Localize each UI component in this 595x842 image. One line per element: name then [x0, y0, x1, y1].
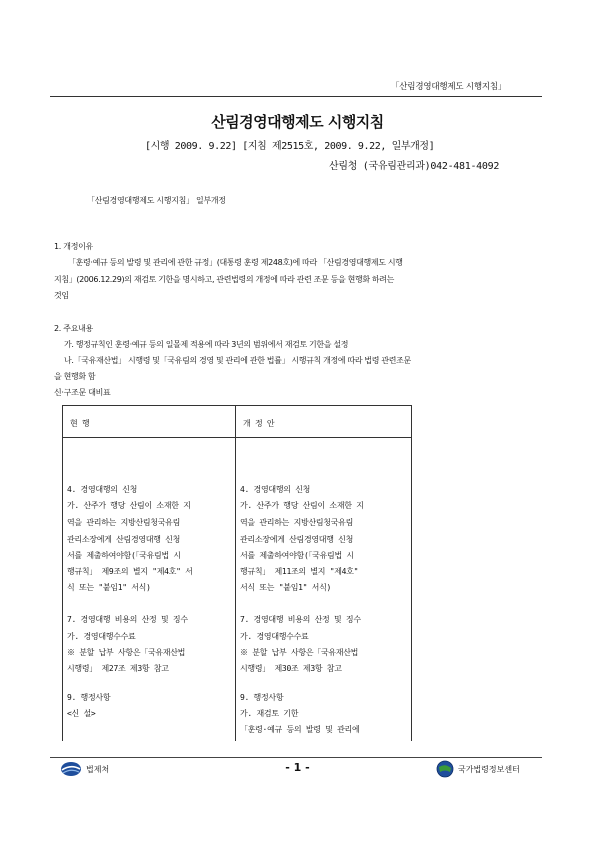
section2-line: 나.「국유재산법」 시행령 및「국유림의 경영 및 관리에 관한 법률」 시행규칙 개정에 따라 법령 관련조문: [64, 356, 411, 365]
table-cell-current: 9. 행정사항: [67, 693, 111, 702]
agency-contact: 산림청 (국유림관리과)042-481-4092: [329, 161, 500, 172]
table-cell-proposed: 가. 재검토 기한: [240, 709, 299, 718]
table-header-proposed: 개 정 안: [243, 419, 275, 428]
table-cell-current: 4. 경영대행의 신청: [67, 485, 138, 494]
table-cell-current: ※ 분할 납부 사항은「국유재산법: [67, 648, 186, 657]
table-header-current: 현 행: [70, 419, 90, 428]
header-divider: [50, 96, 542, 97]
table-left-border: [62, 405, 63, 741]
enforcement-meta: [시행 2009. 9.22] [지침 제2515호, 2009. 9.22, 일부개정]: [145, 141, 435, 152]
table-cell-proposed: 7. 경영대행 비용의 산정 및 징수: [240, 615, 361, 624]
table-cell-proposed: 행규칙」 제11조의 별지 "제4호": [240, 567, 359, 576]
table-cell-proposed: 9. 행정사항: [240, 693, 284, 702]
section1-line: 것임: [54, 291, 69, 300]
footer-divider: [50, 757, 542, 758]
section1-line: 「훈령·예규 등의 발령 및 관리에 관한 규정」(대통령 훈령 제248호)에 따라 「산림경영대행제도 시행: [68, 258, 403, 267]
table-cell-current: 가. 산주가 행당 산림이 소재한 지: [67, 501, 191, 510]
table-cell-proposed: 가. 경영대행수수료: [240, 632, 309, 641]
law-center-logo-icon: [436, 760, 454, 778]
table-cell-current: <신 설>: [67, 709, 96, 718]
section1-line: 지침」(2006.12.29)의 재검토 기한을 명시하고, 관련법령의 개정에 따라 관련 조문 등을 현행화 하려는: [54, 275, 395, 284]
table-cell-current: 가. 경영대행수수료: [67, 632, 136, 641]
table-header-rule: [62, 437, 411, 438]
table-cell-current: 행규칙」 제9조의 별지 "제4호" 서: [67, 567, 193, 576]
revision-intro: 「산림경영대행제도 시행지침」 일부개정: [87, 196, 226, 205]
comparison-table-caption: 신·구조문 대비표: [54, 388, 111, 397]
header-document-tag: 「산림경영대행제도 시행지침」: [391, 82, 507, 92]
table-cell-current: 관리소장에게 산림경영대행 신청: [67, 535, 181, 544]
table-cell-proposed: 시행령」 제30조 제3항 참고: [240, 664, 342, 673]
table-cell-proposed: 가. 산주가 행당 산림이 소재한 지: [240, 501, 364, 510]
table-cell-current: 시행령」 제27조 제3항 참고: [67, 664, 169, 673]
document-title: 산림경영대행제도 시행지침: [211, 113, 384, 131]
footer-center-label: 국가법령정보센터: [458, 765, 520, 774]
section2-heading: 2. 주요내용: [54, 324, 93, 333]
section1-heading: 1. 개정이유: [54, 242, 93, 251]
footer-agency-label: 법제처: [86, 765, 110, 774]
table-column-divider: [235, 405, 236, 741]
table-cell-current: 역을 관리하는 지방산림청국유림: [67, 518, 181, 527]
table-cell-proposed: 관리소장에게 산림경영대행 신청: [240, 535, 354, 544]
table-cell-proposed: 서를 제출하여야함(「국유림법 시: [240, 551, 354, 560]
table-top-rule: [62, 405, 411, 406]
table-cell-current: 식 또는 "붙임1" 서식): [67, 583, 151, 592]
section2-line: 을 현행화 함: [54, 372, 96, 381]
table-right-border: [411, 405, 412, 741]
section2-line: 가. 행정규칙인 훈령·예규 등의 일몰제 적용에 따라 3년의 범위에서 재검토 기한을 설정: [64, 340, 349, 349]
table-cell-proposed: 역을 관리하는 지방산림청국유림: [240, 518, 354, 527]
page-number: - 1 -: [285, 761, 310, 774]
table-cell-proposed: 「훈령·예규 등의 발령 및 관리에: [240, 725, 360, 734]
table-cell-current: 7. 경영대행 비용의 산정 및 징수: [67, 615, 188, 624]
table-cell-current: 서를 제출하여야함(「국유림법 시: [67, 551, 181, 560]
table-cell-proposed: ※ 분할 납부 사항은「국유재산법: [240, 648, 359, 657]
table-cell-proposed: 서식 또는 "붙임1" 서식): [240, 583, 332, 592]
table-cell-proposed: 4. 경영대행의 신청: [240, 485, 311, 494]
